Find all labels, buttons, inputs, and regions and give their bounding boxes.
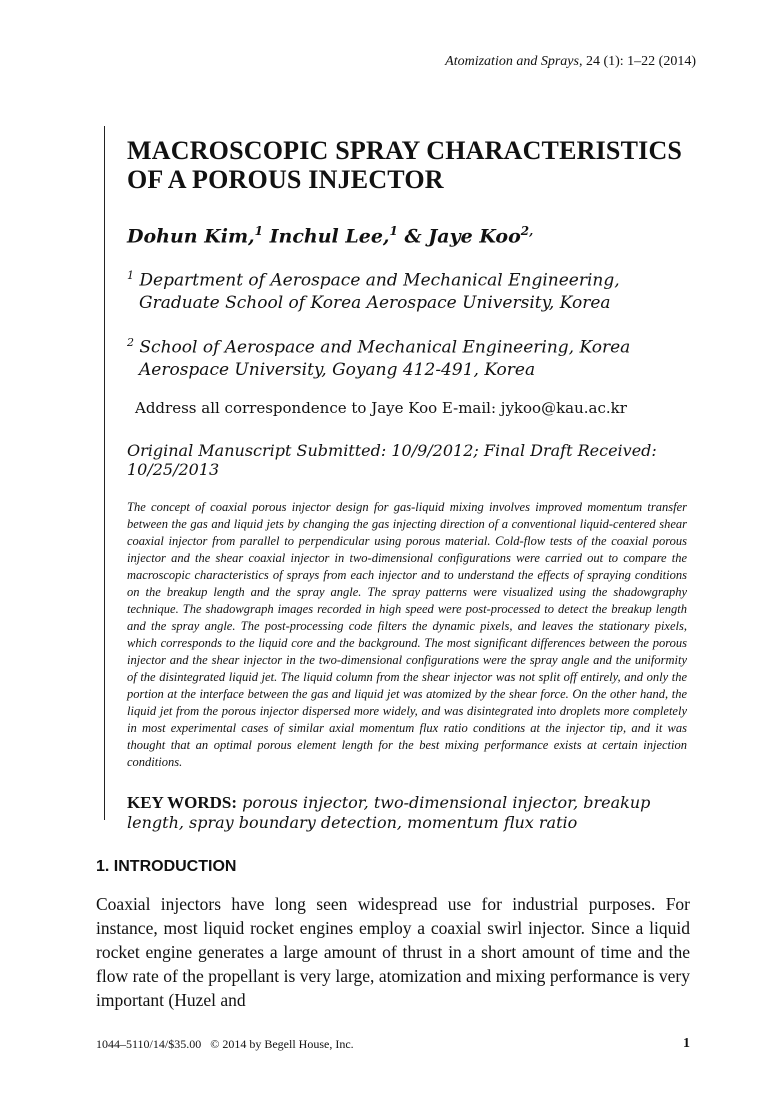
intro-paragraph: Coaxial injectors have long seen widespread use for industrial purposes. For instance, most liquid rocket engines employ a coaxial swirl injector. Since a liquid rocket engine generates a large amount of thrust in a short amount of time and the flow rate of the propellant is very large, atomization and mixing performance is very important (Huzel and <box>96 894 690 1010</box>
affiliation-number: 2 <box>127 335 134 349</box>
front-matter <box>104 126 705 832</box>
journal-citation: , 24 (1): 1–22 (2014) <box>578 54 696 69</box>
author-separator: & <box>404 225 422 248</box>
author-name: Inchul Lee, <box>269 225 390 248</box>
author-name: Jaye Koo <box>428 225 521 248</box>
title-line-1: MACROSCOPIC SPRAY CHARACTERISTICS <box>127 136 683 165</box>
manuscript-dates: Original Manuscript Submitted: 10/9/2012; Final Draft Received: 10/25/2013 <box>127 440 657 479</box>
affiliation-2 <box>127 332 705 381</box>
copyright: © 2014 by Begell House, Inc. <box>210 1037 354 1051</box>
author-affil-mark: 1 <box>254 224 264 238</box>
issn-price: 1044–5110/14/$35.00 <box>96 1037 202 1051</box>
author-affil-mark: 1 <box>389 224 398 238</box>
keywords-label: KEY WORDS: <box>127 792 238 812</box>
journal-name: Atomization and Sprays <box>445 54 579 69</box>
page-number: 1 <box>683 1036 690 1051</box>
affiliation-text: School of Aerospace and Mechanical Engineering, Korea Aerospace University, Goyang 412-491, Korea <box>139 337 631 380</box>
running-head <box>445 54 696 70</box>
abstract: The concept of coaxial porous injector design for gas-liquid mixing involves improved momentum transfer between the gas and liquid jets by changing the gas injecting direction of a conventional liquid-centered shear coaxial injector from parallel to perpendicular using porous material. Cold-flow tests of the coaxial porous injector and the shear coaxial injector in two-dimensional configurations were carried out to compare the macroscopic characteristics of sprays from each injector and to understand the effects of spraying conditions on the breakup length and the spray angle. The spray patterns were visualized using the shadowgraphy technique. The shadowgraph images recorded in high speed were post-processed to detect the breakup length and the spray angle. The post-processing code filters the dynamic pixels, and leaves the stationary pixels, which corresponds to the liquid core and the background. The most significant differences between the porous injector and the shear injector in the two-dimensional configurations were the spray angle and the uniformity of the disintegrated liquid jet. The liquid column from the shear injector was not split off entirely, and only the portion at the interface between the gas and liquid jet was atomized by the shear force. On the other hand, the liquid jet from the porous injector dispersed more widely, and was disintegrated into droplets more completely in most experimental cases of similar axial momentum flux ratio conditions at the injector tip, and it was thought that an optimal porous element length for the best mixing performance exists at certain injection conditions. <box>127 499 687 769</box>
section-heading: 1. INTRODUCTION <box>96 858 237 875</box>
author-name: Dohun Kim, <box>127 225 255 248</box>
author-list <box>127 224 705 247</box>
affiliation-1 <box>127 265 705 314</box>
title-line-2: OF A POROUS INJECTOR <box>127 165 444 194</box>
keywords-text: porous injector, two-dimensional injector, breakup length, spray boundary detection, momentum flux ratio <box>127 792 651 832</box>
correspondence-line: Address all correspondence to Jaye Koo E-mail: jykoo@kau.ac.kr <box>135 398 627 417</box>
footer-info <box>96 1037 354 1052</box>
affiliation-text: Department of Aerospace and Mechanical Engineering, Graduate School of Korea Aerospace University, Korea <box>139 270 620 313</box>
author-affil-mark: 2, <box>520 224 534 238</box>
paper-title <box>127 136 705 194</box>
keywords <box>127 793 693 833</box>
affiliation-number: 1 <box>127 269 134 283</box>
